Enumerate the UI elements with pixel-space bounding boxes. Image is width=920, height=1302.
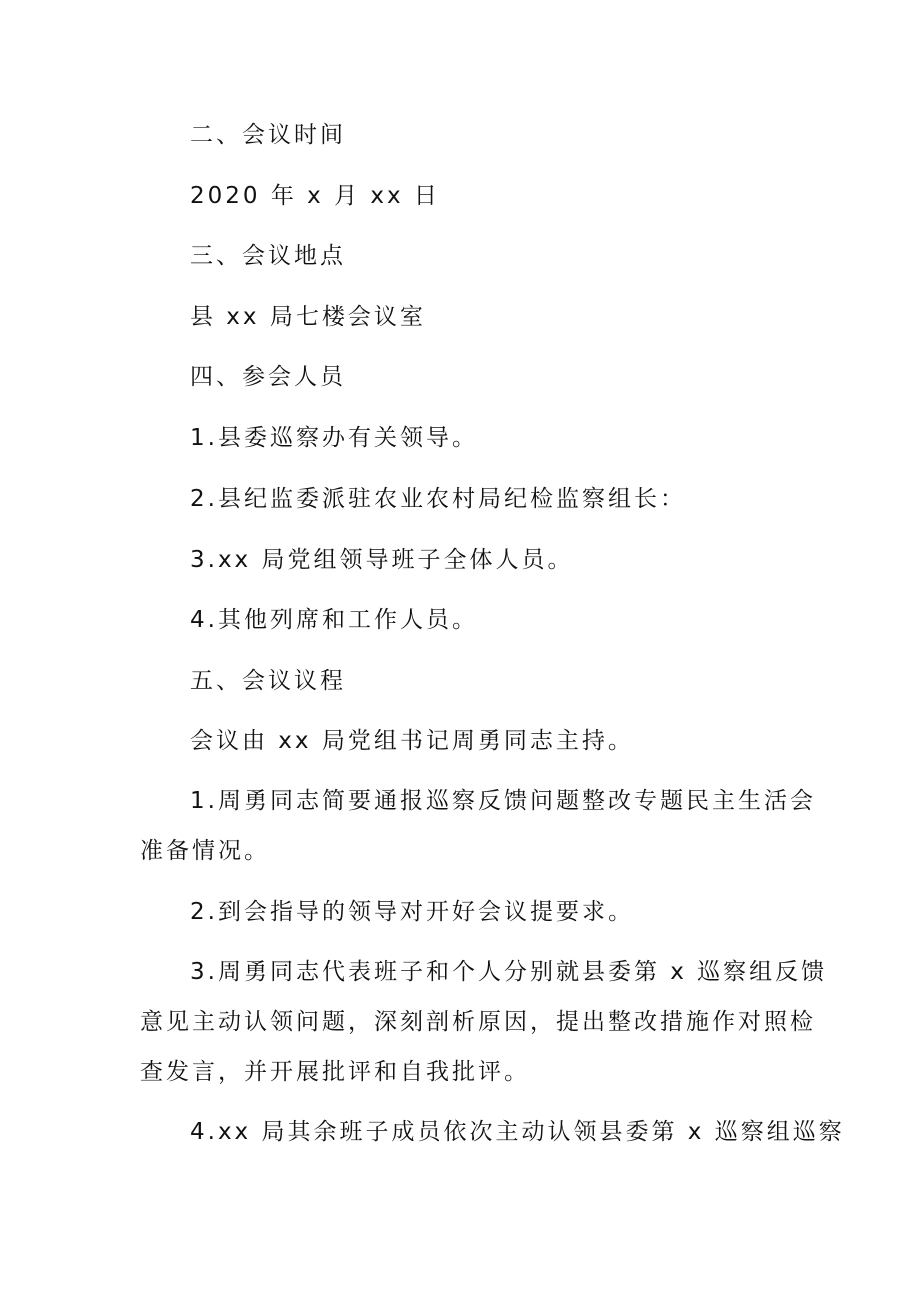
attendee-item-2: 2.县纪监委派驻农业农村局纪检监察组长：: [190, 486, 686, 512]
agenda-item-1-line-1: 1.周勇同志简要通报巡察反馈问题整改专题民主生活会: [190, 788, 816, 814]
meeting-date: 2020 年 x 月 xx 日: [190, 183, 440, 209]
section-heading-meeting-location: 三、会议地点: [190, 243, 346, 269]
section-heading-meeting-time: 二、会议时间: [190, 122, 346, 148]
agenda-intro: 会议由 xx 局党组书记周勇同志主持。: [190, 728, 634, 754]
section-heading-agenda: 五、会议议程: [190, 668, 346, 694]
attendee-item-1: 1.县委巡察办有关领导。: [190, 425, 478, 451]
agenda-item-2: 2.到会指导的领导对开好会议提要求。: [190, 899, 634, 925]
agenda-item-3-line-2: 意见主动认领问题，深刻剖析原因，提出整改措施作对照检: [140, 1009, 816, 1035]
agenda-item-1-line-2: 准备情况。: [140, 838, 270, 864]
meeting-location: 县 xx 局七楼会议室: [190, 304, 426, 330]
agenda-item-4-line-1: 4.xx 局其余班子成员依次主动认领县委第 x 巡察组巡察: [190, 1119, 845, 1145]
attendee-item-3: 3.xx 局党组领导班子全体人员。: [190, 547, 574, 573]
agenda-item-3-line-3: 查发言，并开展批评和自我批评。: [140, 1059, 530, 1085]
agenda-item-3-line-1: 3.周勇同志代表班子和个人分别就县委第 x 巡察组反馈: [190, 959, 828, 985]
section-heading-attendees: 四、参会人员: [190, 364, 346, 390]
attendee-item-4: 4.其他列席和工作人员。: [190, 607, 478, 633]
